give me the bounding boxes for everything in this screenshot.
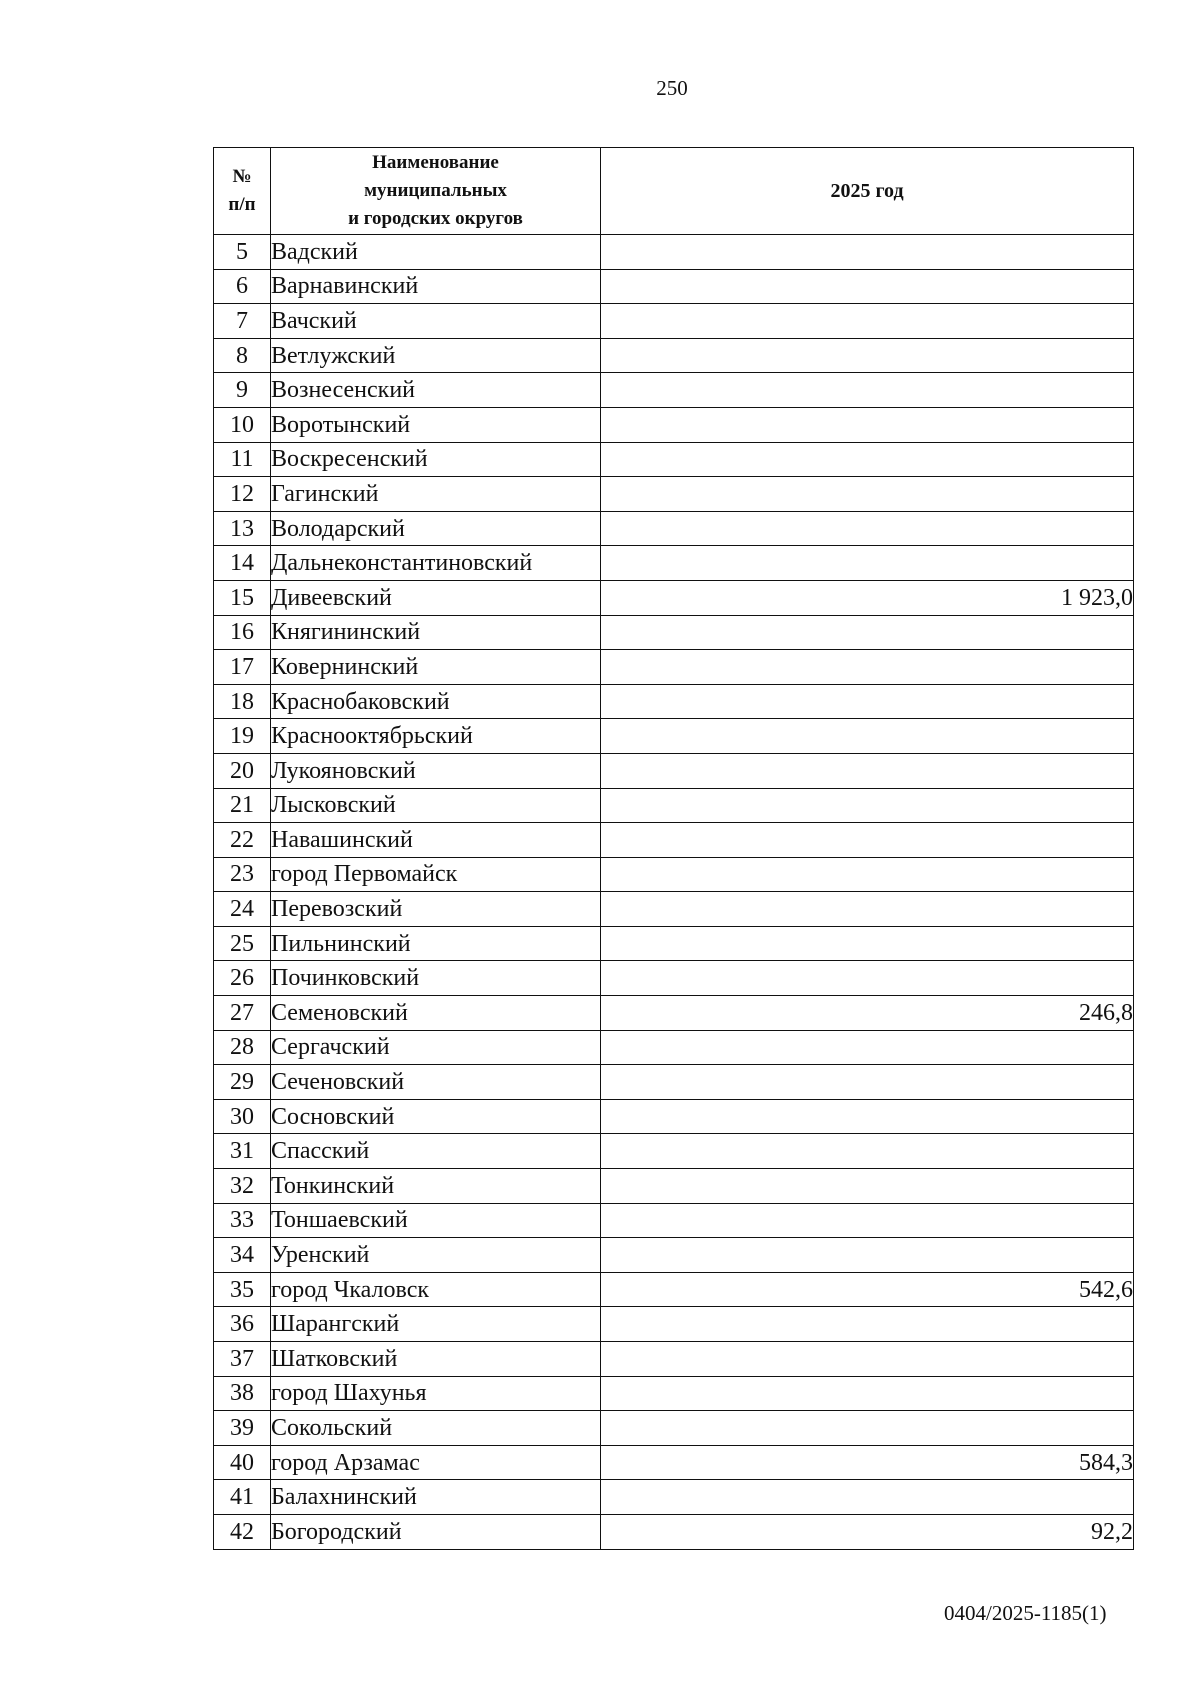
table-row (214, 1376, 1134, 1411)
row-number: 12 (214, 477, 271, 512)
header-num-line: № (232, 166, 252, 187)
table-row (214, 1307, 1134, 1342)
row-value (601, 1134, 1134, 1169)
header-year: 2025 год (601, 148, 1134, 235)
row-number: 27 (214, 996, 271, 1031)
municipality-name: Спасский (271, 1134, 601, 1169)
row-number: 34 (214, 1238, 271, 1273)
row-number: 36 (214, 1307, 271, 1342)
municipality-name: город Чкаловск (271, 1272, 601, 1307)
row-number: 23 (214, 857, 271, 892)
row-number: 19 (214, 719, 271, 754)
row-value (601, 338, 1134, 373)
municipality-name: Семеновский (271, 996, 601, 1031)
table-row (214, 1065, 1134, 1100)
row-number: 5 (214, 235, 271, 270)
municipality-name: Пильнинский (271, 926, 601, 961)
municipality-name: Ковернинский (271, 650, 601, 685)
row-value (601, 546, 1134, 581)
row-number: 24 (214, 892, 271, 927)
municipality-name: Вачский (271, 304, 601, 339)
table-row (214, 926, 1134, 961)
header-num-line: п/п (228, 194, 256, 215)
table-row (214, 477, 1134, 512)
table-row (214, 304, 1134, 339)
municipality-name: Воротынский (271, 407, 601, 442)
municipality-name: Тонкинский (271, 1169, 601, 1204)
row-value (601, 823, 1134, 858)
row-number: 13 (214, 511, 271, 546)
header-name (271, 148, 601, 235)
row-number: 9 (214, 373, 271, 408)
table-row (214, 1169, 1134, 1204)
table-row (214, 338, 1134, 373)
document-code: 0404/2025-1185(1) (944, 1601, 1107, 1625)
row-value (601, 926, 1134, 961)
row-number: 16 (214, 615, 271, 650)
row-value (601, 373, 1134, 408)
municipality-name: Перевозский (271, 892, 601, 927)
row-value (601, 511, 1134, 546)
row-number: 25 (214, 926, 271, 961)
row-number: 28 (214, 1030, 271, 1065)
row-value (601, 650, 1134, 685)
row-value (601, 1099, 1134, 1134)
municipality-name: Краснооктябрьский (271, 719, 601, 754)
row-number: 31 (214, 1134, 271, 1169)
row-value (601, 1065, 1134, 1100)
row-value: 246,8 (601, 996, 1134, 1031)
municipality-name: Уренский (271, 1238, 601, 1273)
row-value: 92,2 (601, 1514, 1134, 1549)
municipality-name: Дальнеконстантиновский (271, 546, 601, 581)
municipality-name: Ветлужский (271, 338, 601, 373)
municipality-name: Тоншаевский (271, 1203, 601, 1238)
row-number: 33 (214, 1203, 271, 1238)
row-number: 10 (214, 407, 271, 442)
municipality-name: Варнавинский (271, 269, 601, 304)
row-number: 37 (214, 1342, 271, 1377)
row-number: 18 (214, 684, 271, 719)
row-value (601, 753, 1134, 788)
table-row (214, 580, 1134, 615)
row-number: 42 (214, 1514, 271, 1549)
header-name-line: муниципальных (364, 180, 507, 201)
header-name-line: и городских округов (348, 208, 523, 229)
row-number: 41 (214, 1480, 271, 1515)
row-value (601, 269, 1134, 304)
row-number: 32 (214, 1169, 271, 1204)
table-row (214, 1099, 1134, 1134)
table-row (214, 1514, 1134, 1549)
municipality-name: Сеченовский (271, 1065, 601, 1100)
row-number: 40 (214, 1445, 271, 1480)
row-number: 26 (214, 961, 271, 996)
row-number: 29 (214, 1065, 271, 1100)
municipality-name: Починковский (271, 961, 601, 996)
municipality-name: Лысковский (271, 788, 601, 823)
row-value (601, 1030, 1134, 1065)
row-number: 6 (214, 269, 271, 304)
row-value (601, 684, 1134, 719)
row-value (601, 1411, 1134, 1446)
municipality-name: Володарский (271, 511, 601, 546)
row-number: 11 (214, 442, 271, 477)
row-number: 7 (214, 304, 271, 339)
table-row (214, 1134, 1134, 1169)
municipality-name: Навашинский (271, 823, 601, 858)
table-row (214, 407, 1134, 442)
table-row (214, 823, 1134, 858)
municipality-name: Воскресенский (271, 442, 601, 477)
table-header-row (214, 148, 1134, 235)
row-value (601, 1342, 1134, 1377)
row-value (601, 235, 1134, 270)
row-value: 1 923,0 (601, 580, 1134, 615)
table-row (214, 1272, 1134, 1307)
row-number: 17 (214, 650, 271, 685)
municipality-name: Балахнинский (271, 1480, 601, 1515)
row-value (601, 892, 1134, 927)
table-row (214, 235, 1134, 270)
row-value: 584,3 (601, 1445, 1134, 1480)
row-number: 15 (214, 580, 271, 615)
table-row (214, 753, 1134, 788)
header-name-line: Наименование (372, 152, 499, 173)
page-number: 250 (656, 76, 688, 100)
row-value (601, 961, 1134, 996)
municipality-name: Богородский (271, 1514, 601, 1549)
municipality-name: Краснобаковский (271, 684, 601, 719)
row-number: 22 (214, 823, 271, 858)
municipality-name: Шарангский (271, 1307, 601, 1342)
row-number: 30 (214, 1099, 271, 1134)
table-row (214, 719, 1134, 754)
municipality-name: Сосновский (271, 1099, 601, 1134)
row-number: 14 (214, 546, 271, 581)
row-value (601, 1480, 1134, 1515)
row-value (601, 1376, 1134, 1411)
municipality-name: Вознесенский (271, 373, 601, 408)
table-row (214, 684, 1134, 719)
municipality-name: Гагинский (271, 477, 601, 512)
row-number: 21 (214, 788, 271, 823)
table-row (214, 1480, 1134, 1515)
municipality-name: Сергачский (271, 1030, 601, 1065)
table-row (214, 546, 1134, 581)
table-row (214, 857, 1134, 892)
municipality-name: Княгининский (271, 615, 601, 650)
table-row (214, 1411, 1134, 1446)
row-value: 542,6 (601, 1272, 1134, 1307)
row-value (601, 788, 1134, 823)
table-row (214, 892, 1134, 927)
table-row (214, 269, 1134, 304)
municipality-name: Вадский (271, 235, 601, 270)
municipality-name: Лукояновский (271, 753, 601, 788)
municipality-name: город Шахунья (271, 1376, 601, 1411)
table-row (214, 788, 1134, 823)
row-value (601, 477, 1134, 512)
row-value (601, 615, 1134, 650)
municipality-name: Сокольский (271, 1411, 601, 1446)
row-value (601, 407, 1134, 442)
row-value (601, 1203, 1134, 1238)
municipality-name: Шатковский (271, 1342, 601, 1377)
row-number: 35 (214, 1272, 271, 1307)
row-number: 38 (214, 1376, 271, 1411)
table-row (214, 511, 1134, 546)
municipality-name: город Первомайск (271, 857, 601, 892)
table-row (214, 442, 1134, 477)
table-row (214, 1445, 1134, 1480)
table-body (214, 235, 1134, 1550)
table-row (214, 373, 1134, 408)
row-value (601, 719, 1134, 754)
row-value (601, 304, 1134, 339)
row-value (601, 1307, 1134, 1342)
table-row (214, 650, 1134, 685)
row-value (601, 1238, 1134, 1273)
table-row (214, 961, 1134, 996)
municipality-name: Дивеевский (271, 580, 601, 615)
row-value (601, 442, 1134, 477)
row-value (601, 857, 1134, 892)
table-row (214, 1203, 1134, 1238)
budget-table (213, 147, 1134, 1550)
municipality-name: город Арзамас (271, 1445, 601, 1480)
row-number: 8 (214, 338, 271, 373)
row-value (601, 1169, 1134, 1204)
table-row (214, 1238, 1134, 1273)
table-row (214, 1030, 1134, 1065)
header-num (214, 148, 271, 235)
row-number: 20 (214, 753, 271, 788)
table-row (214, 996, 1134, 1031)
table-row (214, 615, 1134, 650)
row-number: 39 (214, 1411, 271, 1446)
table-row (214, 1342, 1134, 1377)
